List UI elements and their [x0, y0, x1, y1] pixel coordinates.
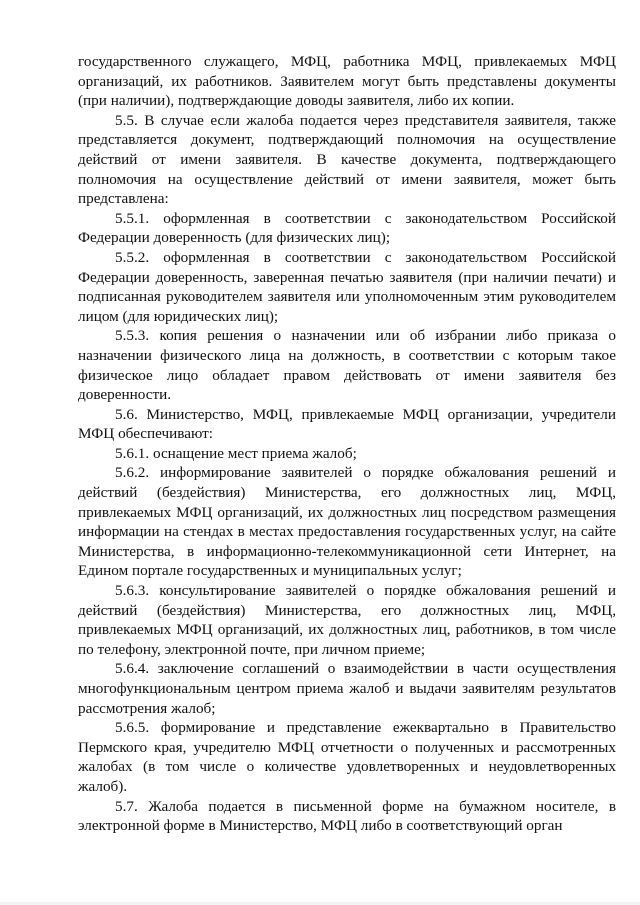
paragraph-5-6-3: 5.6.3. консультирование заявителей о порядке обжалования решений и действий (бездействия) Министерства, его должностных лиц, МФЦ, привлекаемых МФЦ организаций, их должностных лиц, работников, в том числе по телефону, электронной почте, при личном приеме;	[78, 582, 616, 658]
paragraph-5-6-2: 5.6.2. информирование заявителей о порядке обжалования решений и действий (бездействия) Министерства, его должностных лиц, МФЦ, привлекаемых МФЦ организаций, их должностных лиц посредством размещения информации на стендах в местах предоставления государственных услуг, на сайте Министерства, в информационно-телекоммуникационной сети Интернет, на Едином портале государственных и муниципальных услуг;	[78, 464, 616, 580]
paragraph-5-6: 5.6. Министерство, МФЦ, привлекаемые МФЦ организации, учредители МФЦ обеспечивают:	[78, 405, 616, 443]
paragraph-5-7: 5.7. Жалоба подается в письменной форме на бумажном носителе, в электронной форме в Министерство, МФЦ либо в соответствующий орган	[78, 797, 616, 835]
paragraph-5-5-3: 5.5.3. копия решения о назначении или об избрании либо приказа о назначении физического лица на должность, в соответствии с которым такое физическое лицо обладает правом действовать от имени заявителя без доверенности.	[78, 327, 616, 404]
paragraph-5-5-2: 5.5.2. оформленная в соответствии с законодательством Российской Федерации доверенность, заверенная печатью заявителя (при наличии печати) и подписанная руководителем заявителя или уполномоченным этим руководителем лицом (для юридических лиц);	[78, 248, 616, 325]
paragraph-5-5: 5.5. В случае если жалоба подается через представителя заявителя, также представляется документ, подтверждающий полномочия на осуществление действий от имени заявителя. В качестве документа, подтверждающего полномочия на осуществление действий от имени заявителя, может быть представлена:	[78, 111, 616, 208]
document-page	[78, 52, 616, 836]
paragraph-5-5-1: 5.5.1. оформленная в соответствии с законодательством Российской Федерации доверенность (для физических лиц);	[78, 209, 616, 247]
paragraph-5-6-1: 5.6.1. оснащение мест приема жалоб;	[115, 444, 357, 462]
paragraph-5-6-4: 5.6.4. заключение соглашений о взаимодействии в части осуществления многофункциональным центром приема жалоб и выдачи заявителям результатов рассмотрения жалоб;	[78, 660, 616, 717]
paragraph-continuation: государственного служащего, МФЦ, работника МФЦ, привлекаемых МФЦ организаций, их работников. Заявителем могут быть представлены документы (при наличии), подтверждающие доводы заявителя, либо их копии.	[78, 53, 616, 110]
paragraph-5-6-5: 5.6.5. формирование и представление ежеквартально в Правительство Пермского края, учредителю МФЦ отчетности о полученных и рассмотренных жалобах (в том числе о количестве удовлетворенных и неудовлетворенных жалоб).	[78, 719, 616, 795]
